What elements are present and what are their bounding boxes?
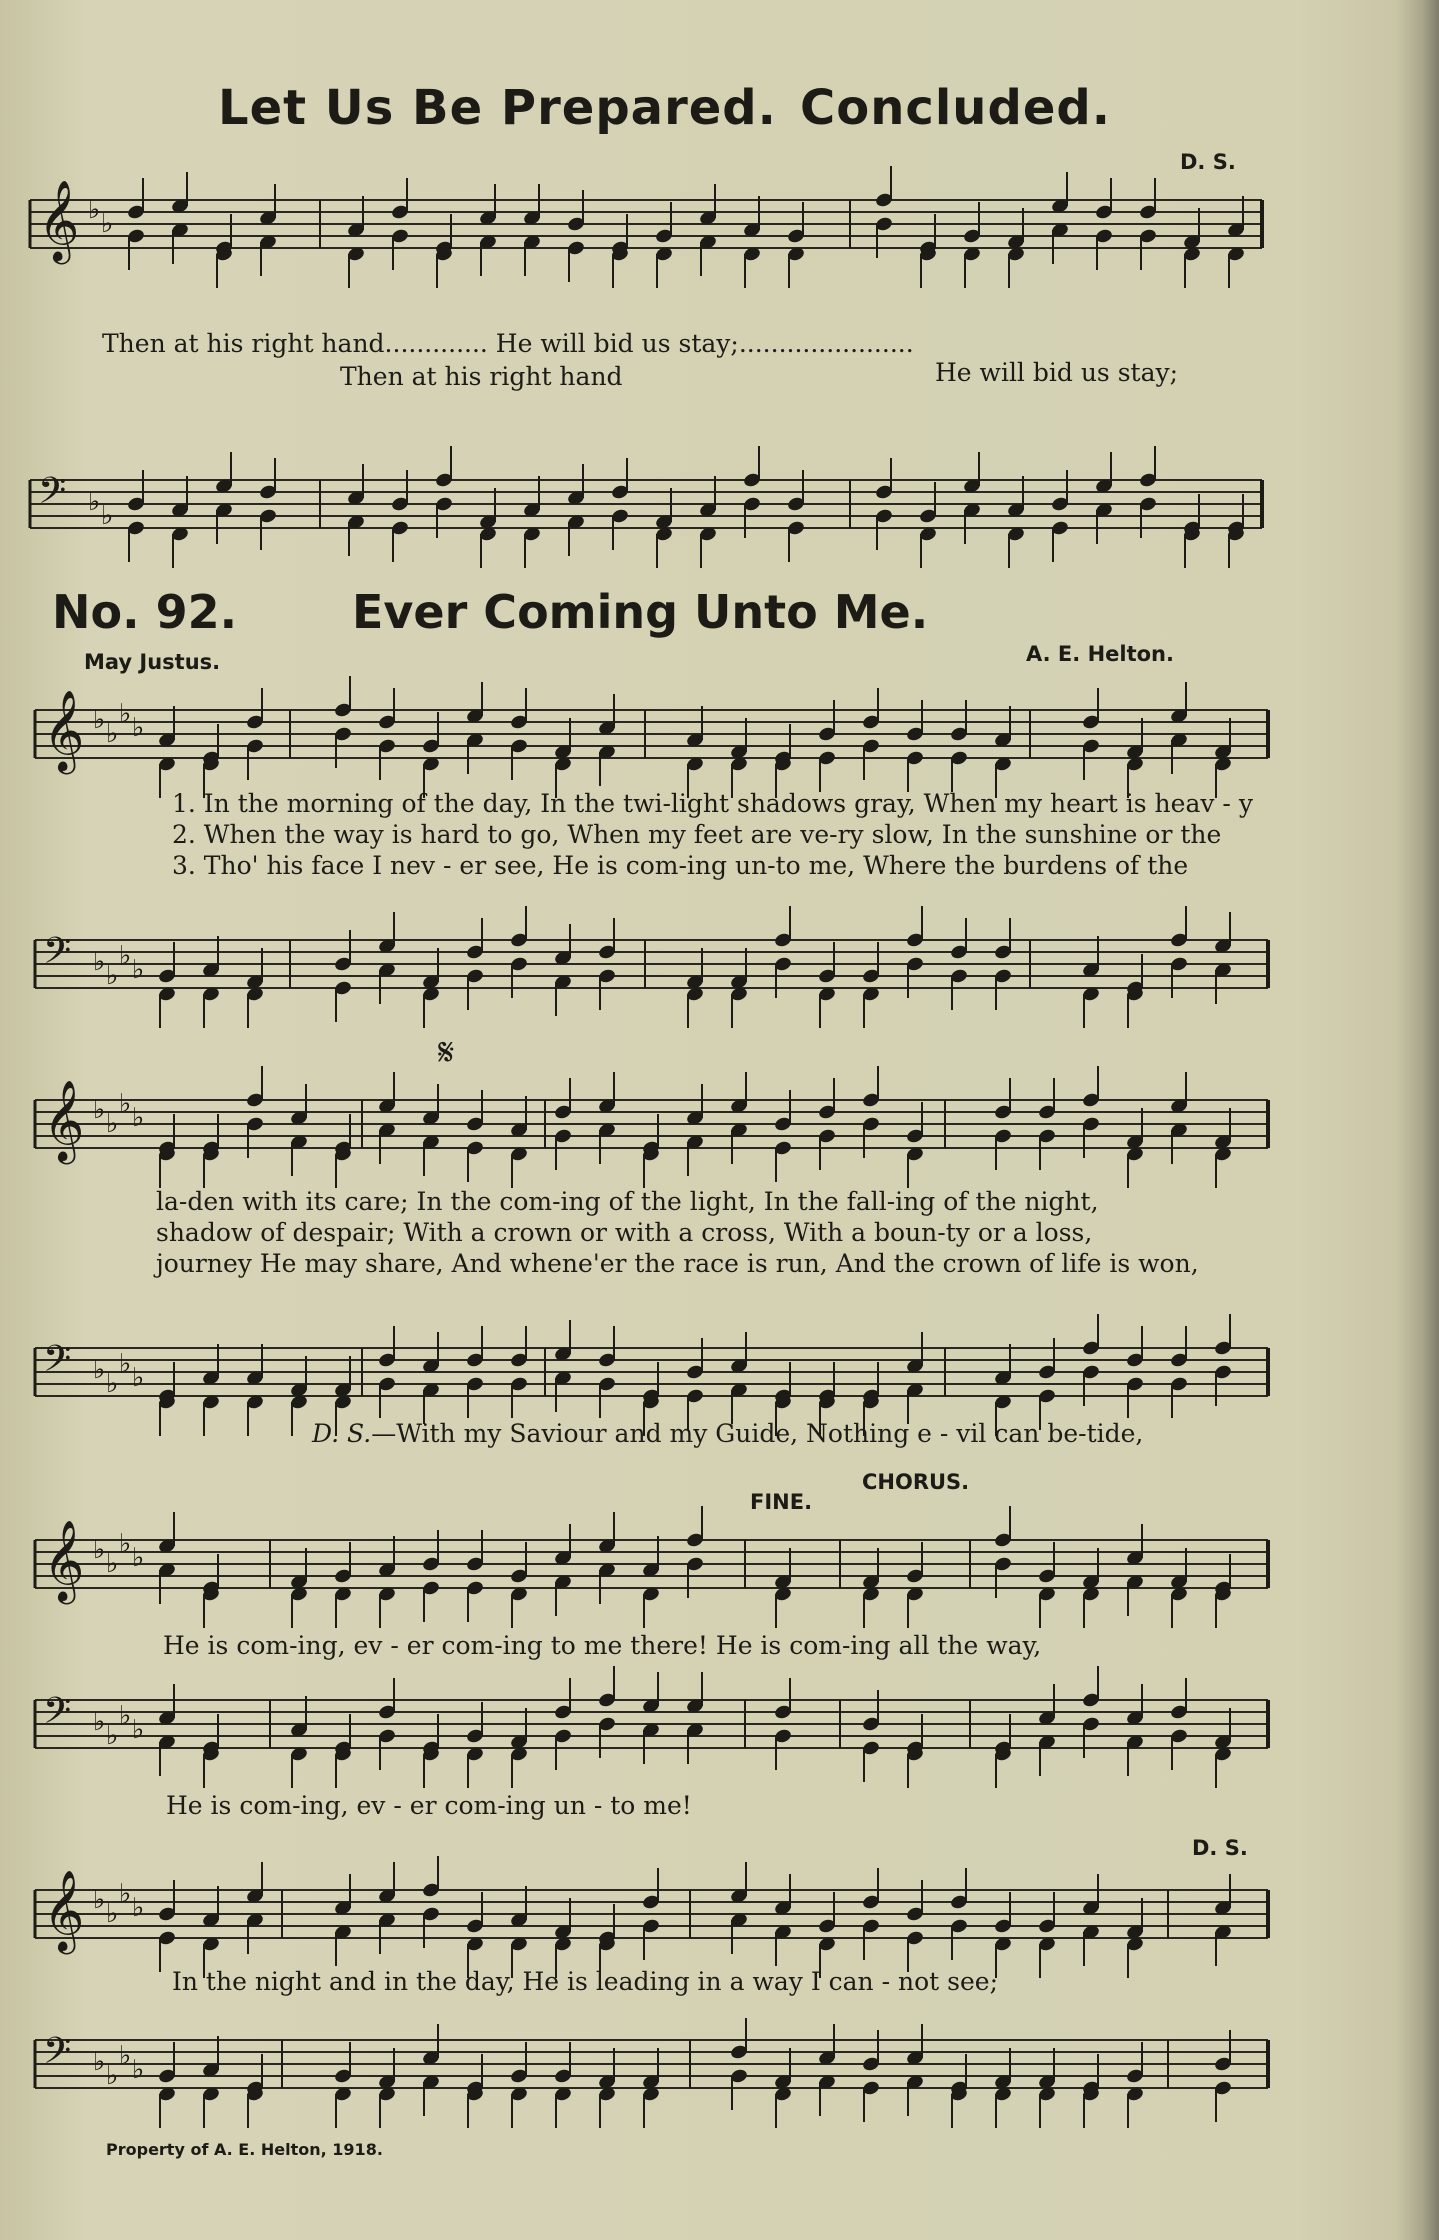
flat-icon: ♭ [119,699,132,729]
flat-icon: ♭ [106,961,119,991]
flat-icon: ♭ [132,713,145,743]
segno-sign: 𝄋 [438,1030,455,1074]
flat-icon: ♭ [132,955,145,985]
flat-icon: ♭ [93,705,106,735]
flat-icon: ♭ [132,1103,145,1133]
line3-bass-lyric: He is com-ing, ev - er com-ing un - to me! [166,1791,692,1820]
prev-song-title: Let Us Be Prepared. [218,80,777,136]
flat-icon: ♭ [119,1529,132,1559]
flat-icon: ♭ [119,1349,132,1379]
line3-treble-staff [0,1510,1439,1630]
line3-bass-staff [0,1670,1439,1790]
flat-icon: ♭ [106,1899,119,1929]
flat-icon: ♭ [119,941,132,971]
fine-mark: FINE. [750,1490,813,1514]
flat-icon: ♭ [106,1369,119,1399]
prev-lyric-1: Then at his right hand............. He will bid us stay;...................... [102,329,914,358]
line3-treble-lyric: He is com-ing, ev - er com-ing to me there! He is com-ing all the way, [163,1631,1042,1660]
bass-clef-icon: 𝄢 [38,470,67,521]
flat-icon: ♭ [106,719,119,749]
verse1-line2: la-den with its care; In the com-ing of the light, In the fall-ing of the night, [156,1187,1099,1216]
prev-bass-staff [0,450,1439,570]
treble-clef-icon: 𝄞 [43,1079,85,1161]
flat-icon: ♭ [106,2061,119,2091]
flat-icon: ♭ [101,501,114,531]
line2-treble-staff [0,1070,1439,1190]
line4-treble-staff [0,1860,1439,1980]
flat-icon: ♭ [93,1535,106,1565]
flat-icon: ♭ [132,2055,145,2085]
flat-icon: ♭ [88,487,101,517]
line1-treble-staff [0,680,1439,800]
treble-clef-icon: 𝄞 [43,1869,85,1951]
flat-icon: ♭ [119,2041,132,2071]
flat-icon: ♭ [106,1549,119,1579]
flat-icon: ♭ [119,1089,132,1119]
flat-icon: ♭ [132,1363,145,1393]
flat-icon: ♭ [93,947,106,977]
flat-icon: ♭ [132,1543,145,1573]
flat-icon: ♭ [132,1893,145,1923]
ds-line-label: D. S. [312,1419,372,1448]
treble-clef-icon: 𝄞 [43,689,85,771]
copyright: Property of A. E. Helton, 1918. [106,2140,383,2159]
ds-mark-top: D. S. [1180,150,1236,174]
song-title: Ever Coming Unto Me. [352,585,929,639]
prev-treble-staff [0,170,1439,290]
treble-clef-icon: 𝄞 [43,1519,85,1601]
ds-line-text: —With my Saviour and my Guide, Nothing e - vil can be-tide, [371,1419,1144,1448]
flat-icon: ♭ [93,1355,106,1385]
line4-bass-staff [0,2010,1439,2130]
flat-icon: ♭ [88,195,101,225]
ds-mark-end: D. S. [1192,1836,1248,1860]
verse3-line2: journey He may share, And whene'er the race is run, And the crown of life is won, [156,1249,1199,1278]
bass-clef-icon: 𝄢 [43,930,72,981]
treble-clef-icon: 𝄞 [38,179,80,261]
prev-lyric-3: He will bid us stay; [935,358,1179,387]
flat-icon: ♭ [93,1095,106,1125]
flat-icon: ♭ [106,1721,119,1751]
flat-icon: ♭ [119,1701,132,1731]
line4-lyric: In the night and in the day, He is leading in a way I can - not see; [172,1967,998,1996]
flat-icon: ♭ [93,1707,106,1737]
words-by: May Justus. [84,650,221,674]
ds-line [312,1418,1143,1449]
verse2-line2: shadow of despair; With a crown or with a cross, With a boun-ty or a loss, [156,1218,1093,1247]
verse2-line1: 2. When the way is hard to go, When my feet are ve-ry slow, In the sunshine or the [172,820,1222,849]
flat-icon: ♭ [101,209,114,239]
flat-icon: ♭ [93,1885,106,1915]
verse1-line1: 1. In the morning of the day, In the twi-light shadows gray, When my heart is heav - y [172,789,1253,818]
bass-clef-icon: 𝄢 [43,1338,72,1389]
song-number: No. 92. [52,585,238,639]
bass-clef-icon: 𝄢 [43,1690,72,1741]
flat-icon: ♭ [119,1879,132,1909]
verse3-line1: 3. Tho' his face I nev - er see, He is com-ing un-to me, Where the burdens of the [172,851,1189,880]
line1-bass-staff [0,910,1439,1030]
prev-lyric-2: Then at his right hand [340,362,623,391]
chorus-label: CHORUS. [862,1470,970,1494]
bass-clef-icon: 𝄢 [43,2030,72,2081]
flat-icon: ♭ [132,1715,145,1745]
flat-icon: ♭ [106,1109,119,1139]
flat-icon: ♭ [93,2047,106,2077]
prev-song-suffix: Concluded. [800,80,1111,136]
music-by: A. E. Helton. [1026,642,1174,666]
